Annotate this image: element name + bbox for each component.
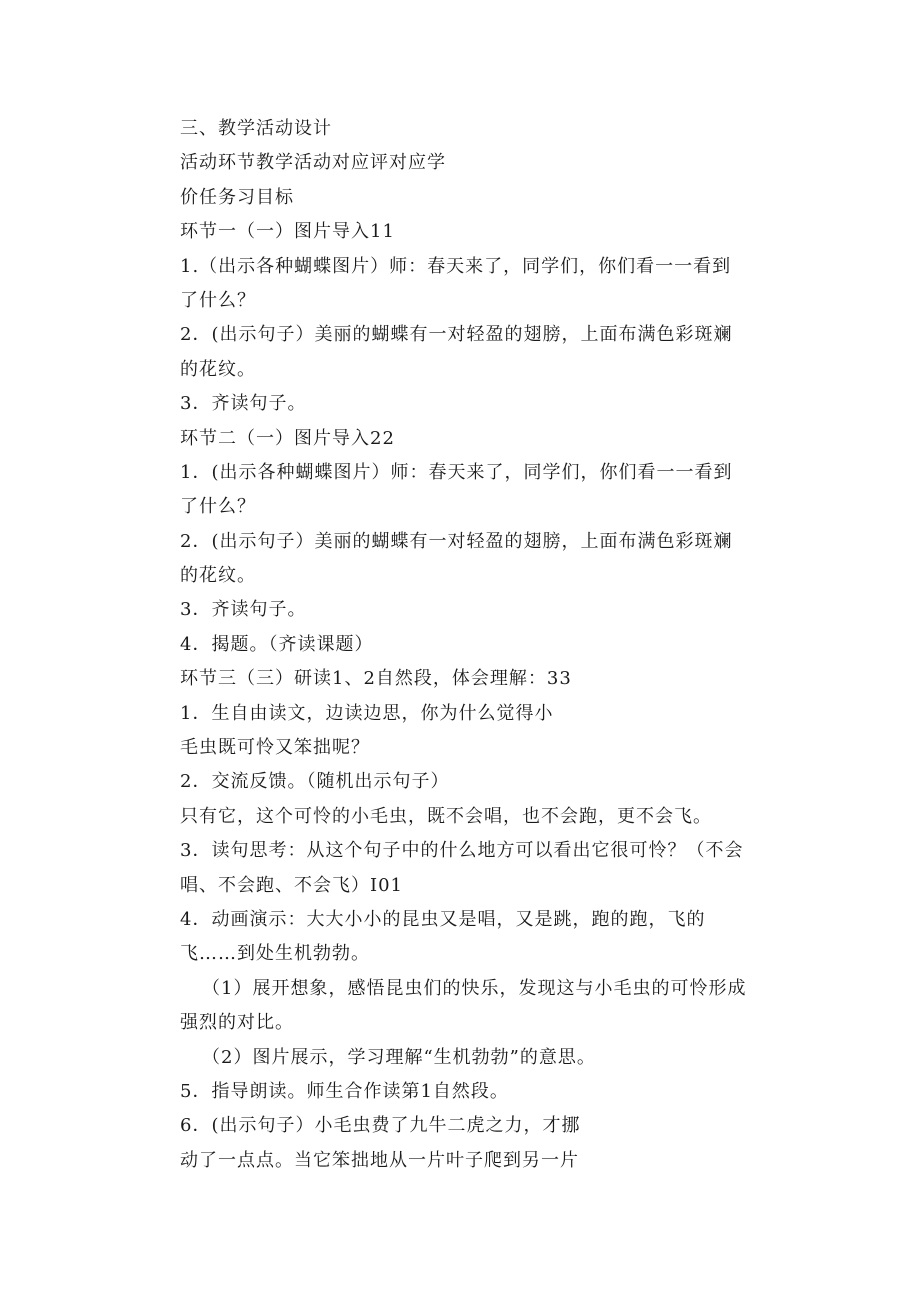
text-line: 1．(出示各种蝴蝶图片）师：春天来了，同学们，你们看一一看到 xyxy=(180,461,733,483)
text-line: 2．(出示句子）美丽的蝴蝶有一对轻盈的翅膀，上面布满色彩斑斓 xyxy=(180,324,733,346)
text-line: 1.（出示各种蝴蝶图片）师：春天来了，同学们，你们看一一看到 xyxy=(180,255,732,277)
table-header-line: 活动环节教学活动对应评对应学 xyxy=(180,152,446,174)
text-line: 4．动画演示：大大小小的昆虫又是唱，又是跳，跑的跑，飞的 xyxy=(180,908,706,930)
document-body xyxy=(180,112,800,1178)
text-line: （2）图片展示，学习理解“生机勃勃”的意思。 xyxy=(202,1046,596,1068)
text-line: 的花纹。 xyxy=(180,565,256,587)
text-line: 3．齐读句子。 xyxy=(180,599,307,621)
text-line: 强烈的对比。 xyxy=(180,1012,294,1034)
text-line: 3．读句思考：从这个句子中的什么地方可以看出它很可怜？（不会 xyxy=(180,840,744,862)
text-line: 动了一点点。当它笨拙地从一片叶子爬到另一片 xyxy=(180,1149,579,1171)
text-line: 了什么？ xyxy=(180,289,256,311)
text-line: 4．揭题。（齐读课题） xyxy=(180,633,374,655)
table-header-line: 价任务习目标 xyxy=(180,186,294,208)
text-line: 2．(出示句子）美丽的蝴蝶有一对轻盈的翅膀，上面布满色彩斑斓 xyxy=(180,530,733,552)
text-line: 唱、不会跑、不会飞）I01 xyxy=(180,874,404,896)
text-line: 飞……到处生机勃勃。 xyxy=(180,943,370,965)
text-line: 1．生自由读文，边读边思，你为什么觉得小 xyxy=(180,702,554,724)
text-line: 6．(出示句子）小毛虫费了九牛二虎之力，才挪 xyxy=(180,1115,581,1137)
text-line: （1）展开想象，感悟昆虫们的快乐，发现这与小毛虫的可怜形成 xyxy=(202,977,747,999)
text-line: 只有它，这个可怜的小毛虫，既不会唱，也不会跑，更不会飞。 xyxy=(180,805,712,827)
text-line: 3．齐读句子。 xyxy=(180,393,307,415)
stage-heading: 环节一（一）图片导入11 xyxy=(180,221,395,243)
text-line: 5．指导朗读。师生合作读第1自然段。 xyxy=(180,1080,509,1102)
stage-heading: 环节三（三）研读1、2自然段，体会理解：33 xyxy=(180,668,572,690)
text-line: 2．交流反馈。（随机出示句子） xyxy=(180,771,450,793)
text-line: 的花纹。 xyxy=(180,358,256,380)
stage-heading: 环节二（一）图片导入22 xyxy=(180,427,395,449)
text-line: 了什么？ xyxy=(180,496,256,518)
section-heading: 三、教学活动设计 xyxy=(180,118,332,139)
text-line: 毛虫既可怜又笨拙呢？ xyxy=(180,737,370,759)
